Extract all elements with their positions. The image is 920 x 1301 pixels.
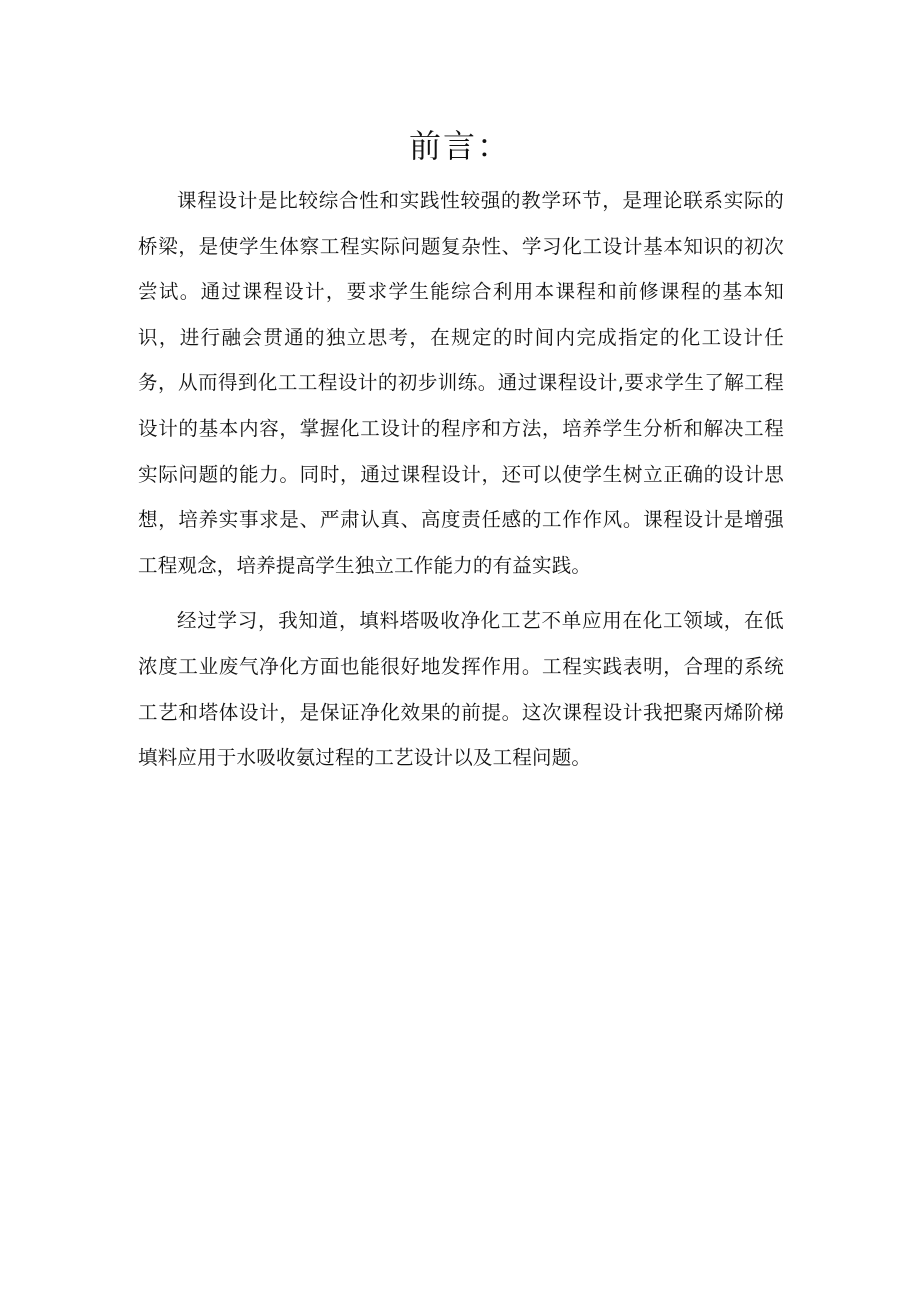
paragraph: 经过学习，我知道，填料塔吸收净化工艺不单应用在化工领域，在低浓度工业废气净化方面也能很好地发挥作用。工程实践表明，合理的系统工艺和塔体设计，是保证净化效果的前提。这次课程设计我把聚丙烯阶梯填料应用于水吸收氨过程的工艺设计以及工程问题。: [138, 609, 784, 770]
document-body: [138, 178, 784, 791]
paragraph: 课程设计是比较综合性和实践性较强的教学环节，是理论联系实际的桥梁，是使学生体察工程实际问题复杂性、学习化工设计基本知识的初次尝试。通过课程设计，要求学生能综合利用本课程和前修课程的基本知识，进行融会贯通的独立思考，在规定的时间内完成指定的化工设计任务，从而得到化工工程设计的初步训练。通过课程设计,要求学生了解工程设计的基本内容，掌握化工设计的程序和方法，培养学生分析和解决工程实际问题的能力。同时，通过课程设计，还可以使学生树立正确的设计思想，培养实事求是、严肃认真、高度责任感的工作作风。课程设计是增强工程观念，培养提高学生独立工作能力的有益实践。: [138, 189, 784, 577]
page-title: 前言：: [408, 127, 511, 165]
